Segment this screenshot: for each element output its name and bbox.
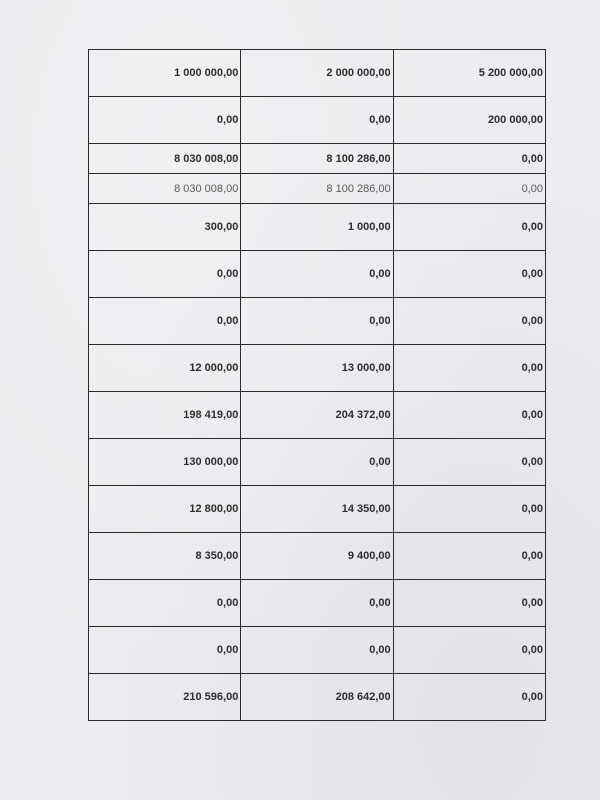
amount-cell: 130 000,00: [89, 439, 241, 486]
amount-cell: 12 000,00: [89, 345, 241, 392]
table-row: [89, 50, 546, 97]
amounts-table-body: [89, 50, 546, 721]
amount-cell: 0,00: [241, 251, 393, 298]
amount-cell: 0,00: [89, 97, 241, 144]
amount-cell: 0,00: [393, 174, 545, 204]
amount-cell: 1 000 000,00: [89, 50, 241, 97]
amount-cell: 8 100 286,00: [241, 174, 393, 204]
amount-cell: 0,00: [89, 627, 241, 674]
amount-cell: 0,00: [393, 580, 545, 627]
amount-cell: 210 596,00: [89, 674, 241, 721]
table-row: [89, 251, 546, 298]
table-row: [89, 533, 546, 580]
amount-cell: 1 000,00: [241, 204, 393, 251]
amount-cell: 0,00: [393, 204, 545, 251]
table-row: [89, 392, 546, 439]
amount-cell: 0,00: [89, 251, 241, 298]
table-row: [89, 204, 546, 251]
amount-cell: 13 000,00: [241, 345, 393, 392]
amount-cell: 0,00: [393, 392, 545, 439]
amount-cell: 0,00: [241, 580, 393, 627]
table-row: [89, 345, 546, 392]
amount-cell: 0,00: [393, 144, 545, 174]
amount-cell: 9 400,00: [241, 533, 393, 580]
amount-cell: 2 000 000,00: [241, 50, 393, 97]
amount-cell: 8 030 008,00: [89, 144, 241, 174]
amount-cell: 8 100 286,00: [241, 144, 393, 174]
table-row: [89, 674, 546, 721]
amount-cell: 0,00: [393, 345, 545, 392]
amount-cell: 0,00: [89, 298, 241, 345]
amount-cell: 0,00: [393, 533, 545, 580]
table-row: [89, 439, 546, 486]
table-row: [89, 580, 546, 627]
table-row: [89, 144, 546, 174]
amount-cell: 12 800,00: [89, 486, 241, 533]
amount-cell: 8 030 008,00: [89, 174, 241, 204]
amount-cell: 200 000,00: [393, 97, 545, 144]
amount-cell: 0,00: [393, 674, 545, 721]
table-row: [89, 298, 546, 345]
amount-cell: 0,00: [393, 439, 545, 486]
amount-cell: 198 419,00: [89, 392, 241, 439]
amount-cell: 208 642,00: [241, 674, 393, 721]
amount-cell: 0,00: [393, 298, 545, 345]
amount-cell: 300,00: [89, 204, 241, 251]
amount-cell: 0,00: [393, 627, 545, 674]
amount-cell: 14 350,00: [241, 486, 393, 533]
amounts-table: [88, 49, 546, 721]
table-row: [89, 97, 546, 144]
amount-cell: 0,00: [393, 486, 545, 533]
table-row: [89, 174, 546, 204]
table-row: [89, 627, 546, 674]
amount-cell: 204 372,00: [241, 392, 393, 439]
table-row: [89, 486, 546, 533]
amount-cell: 0,00: [241, 97, 393, 144]
amount-cell: 0,00: [89, 580, 241, 627]
amount-cell: 0,00: [241, 627, 393, 674]
amount-cell: 5 200 000,00: [393, 50, 545, 97]
amount-cell: 8 350,00: [89, 533, 241, 580]
amount-cell: 0,00: [241, 298, 393, 345]
amount-cell: 0,00: [241, 439, 393, 486]
amount-cell: 0,00: [393, 251, 545, 298]
